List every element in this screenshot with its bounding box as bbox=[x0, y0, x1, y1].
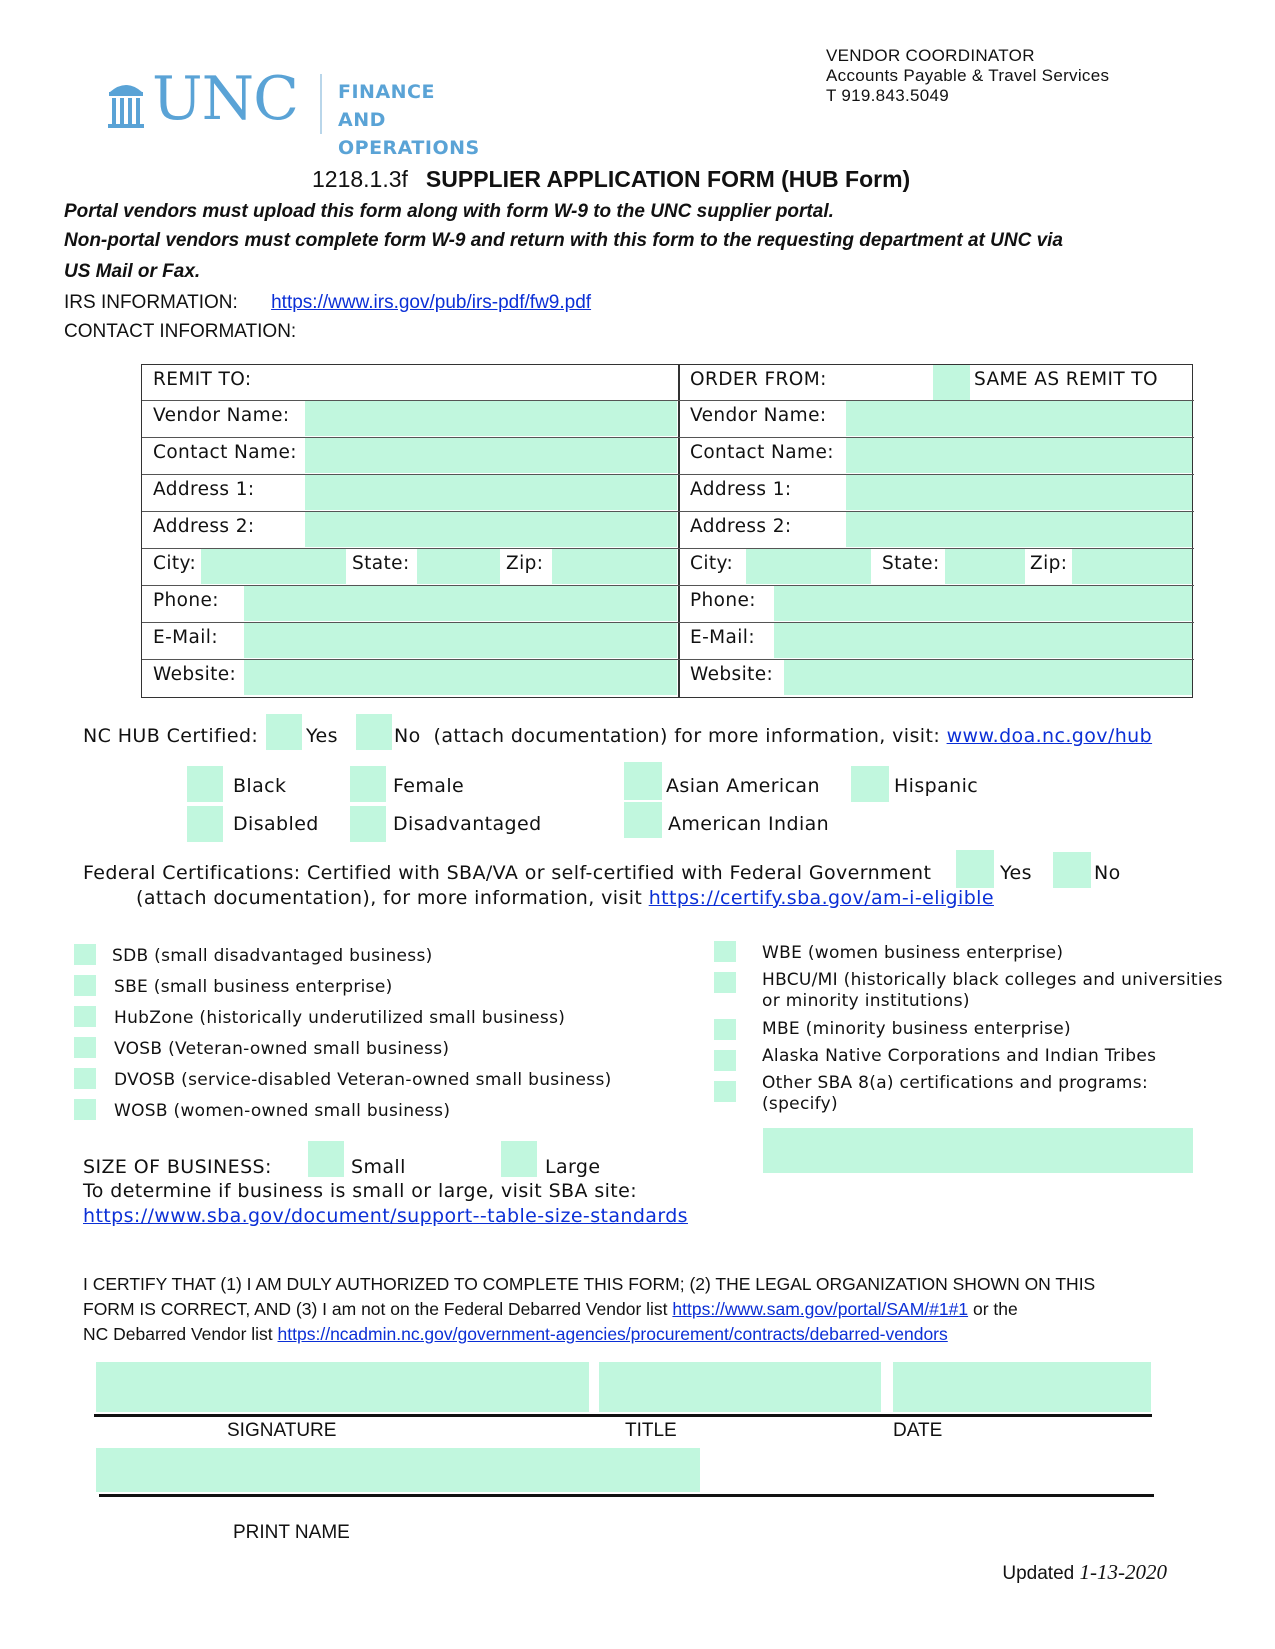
female-label: Female bbox=[393, 775, 465, 797]
updated-note bbox=[1002, 1560, 1167, 1585]
logo-wordmark: UNC bbox=[152, 64, 298, 134]
print-name-label: PRINT NAME bbox=[233, 1522, 350, 1543]
order-from-header: ORDER FROM: bbox=[690, 369, 827, 390]
order-city-field[interactable] bbox=[746, 549, 871, 584]
federal-cert-line1: Federal Certifications: Certified with SBA/VA or self-certified with Federal Government bbox=[83, 862, 932, 884]
table-divider bbox=[678, 365, 680, 697]
wosb-label: WOSB (women-owned small business) bbox=[114, 1101, 451, 1121]
federal-no-checkbox[interactable] bbox=[1053, 852, 1091, 888]
asian-american-checkbox[interactable] bbox=[624, 762, 662, 800]
contact-info-label: CONTACT INFORMATION: bbox=[64, 321, 297, 342]
federal-sba-link[interactable]: https://certify.sba.gov/am-i-eligible bbox=[648, 887, 994, 909]
hbcu-label-line2: or minority institutions) bbox=[762, 991, 970, 1011]
vendor-coordinator-block bbox=[826, 46, 1109, 106]
disabled-label: Disabled bbox=[233, 813, 319, 835]
sba-8a-label-line2: (specify) bbox=[762, 1094, 838, 1114]
order-city-label: City: bbox=[690, 553, 734, 574]
order-address2-field[interactable] bbox=[846, 512, 1192, 547]
wbe-label: WBE (women business enterprise) bbox=[762, 943, 1064, 963]
remit-address2-label: Address 2: bbox=[153, 516, 255, 537]
federal-yes-checkbox[interactable] bbox=[956, 850, 994, 888]
hub-no-label: No bbox=[394, 725, 421, 747]
disadvantaged-label: Disadvantaged bbox=[393, 813, 542, 835]
certify-text-2b: or the bbox=[972, 1299, 1018, 1319]
order-contact-name-label: Contact Name: bbox=[690, 442, 834, 463]
remit-email-field[interactable] bbox=[244, 623, 677, 658]
remit-city-label: City: bbox=[153, 553, 197, 574]
sdb-checkbox[interactable] bbox=[74, 944, 96, 965]
date-label: DATE bbox=[893, 1420, 943, 1441]
instruction-nonportal-2: US Mail or Fax. bbox=[64, 261, 201, 282]
size-large-label: Large bbox=[545, 1156, 601, 1178]
remit-to-header: REMIT TO: bbox=[153, 369, 252, 390]
order-address2-label: Address 2: bbox=[690, 516, 792, 537]
certify-text-3a: NC Debarred Vendor list bbox=[83, 1324, 273, 1344]
hub-link[interactable]: www.doa.nc.gov/hub bbox=[946, 725, 1153, 747]
form-number: 1218.1.3f bbox=[312, 166, 408, 192]
order-zip-label: Zip: bbox=[1030, 553, 1068, 574]
wbe-checkbox[interactable] bbox=[714, 941, 736, 962]
remit-city-field[interactable] bbox=[201, 549, 346, 584]
logo-divider bbox=[320, 74, 322, 134]
remit-website-label: Website: bbox=[153, 664, 237, 685]
same-as-remit-label: SAME AS REMIT TO bbox=[974, 369, 1158, 390]
print-name-line bbox=[99, 1494, 1154, 1497]
form-title-text: SUPPLIER APPLICATION FORM (HUB Form) bbox=[425, 166, 911, 192]
remit-address1-label: Address 1: bbox=[153, 479, 255, 500]
size-standards-link[interactable]: https://www.sba.gov/document/support--table-size-standards bbox=[83, 1205, 688, 1227]
black-label: Black bbox=[233, 775, 287, 797]
coordinator-dept: Accounts Payable & Travel Services bbox=[826, 66, 1110, 85]
certify-text-2a: FORM IS CORRECT, AND (3) I am not on the Federal Debarred Vendor list bbox=[83, 1299, 668, 1319]
hub-yes-label: Yes bbox=[306, 725, 338, 747]
form-title bbox=[312, 166, 910, 193]
size-large-checkbox[interactable] bbox=[501, 1141, 537, 1177]
american-indian-checkbox[interactable] bbox=[624, 802, 662, 838]
remit-state-label: State: bbox=[352, 553, 410, 574]
irs-label: IRS INFORMATION: bbox=[64, 292, 238, 313]
signature-field[interactable] bbox=[96, 1362, 589, 1412]
remit-vendor-name-field[interactable] bbox=[305, 401, 677, 436]
mbe-label: MBE (minority business enterprise) bbox=[762, 1019, 1071, 1039]
sba-8a-checkbox[interactable] bbox=[714, 1081, 736, 1102]
title-field[interactable] bbox=[599, 1362, 881, 1412]
remit-zip-label: Zip: bbox=[506, 553, 544, 574]
hubzone-checkbox[interactable] bbox=[74, 1006, 96, 1027]
irs-w9-link[interactable]: https://www.irs.gov/pub/irs-pdf/fw9.pdf bbox=[271, 292, 592, 313]
hubzone-label: HubZone (historically underutilized small business) bbox=[114, 1008, 566, 1028]
disadvantaged-checkbox[interactable] bbox=[350, 806, 386, 842]
remit-contact-name-field[interactable] bbox=[305, 438, 677, 473]
certify-line1: I CERTIFY THAT (1) I AM DULY AUTHORIZED TO COMPLETE THIS FORM; (2) THE LEGAL ORGANIZATION SHOWN ON THIS bbox=[83, 1274, 1096, 1294]
instruction-nonportal-1: Non-portal vendors must complete form W-9 and return with this form to the requesting department at UNC via bbox=[64, 230, 1063, 251]
sdb-label: SDB (small disadvantaged business) bbox=[112, 946, 433, 966]
federal-yes-label: Yes bbox=[1000, 862, 1032, 884]
updated-label: Updated bbox=[1002, 1563, 1075, 1584]
hbcu-label-line1: HBCU/MI (historically black colleges and universities bbox=[762, 970, 1223, 990]
remit-address1-field[interactable] bbox=[305, 475, 677, 510]
hub-no-checkbox[interactable] bbox=[356, 714, 392, 750]
order-address1-label: Address 1: bbox=[690, 479, 792, 500]
order-email-field[interactable] bbox=[774, 623, 1192, 658]
coordinator-title: VENDOR COORDINATOR bbox=[826, 46, 1035, 65]
instruction-portal: Portal vendors must upload this form along with form W-9 to the UNC supplier portal. bbox=[64, 201, 834, 222]
irs-info-row bbox=[64, 292, 591, 314]
federal-cert-line2 bbox=[136, 887, 994, 909]
female-checkbox[interactable] bbox=[350, 766, 386, 802]
certify-line2 bbox=[83, 1299, 1018, 1320]
remit-address2-field[interactable] bbox=[305, 512, 677, 547]
order-state-field[interactable] bbox=[945, 549, 1025, 584]
alaska-native-checkbox[interactable] bbox=[714, 1050, 736, 1071]
date-field[interactable] bbox=[893, 1362, 1151, 1412]
order-website-field[interactable] bbox=[784, 660, 1192, 695]
order-vendor-name-label: Vendor Name: bbox=[690, 405, 827, 426]
signature-label: SIGNATURE bbox=[227, 1420, 337, 1441]
order-phone-field[interactable] bbox=[774, 586, 1192, 621]
size-small-checkbox[interactable] bbox=[308, 1141, 344, 1177]
sbe-label: SBE (small business enterprise) bbox=[114, 977, 393, 997]
vosb-label: VOSB (Veteran-owned small business) bbox=[114, 1039, 450, 1059]
logo-department bbox=[338, 78, 480, 162]
order-email-label: E-Mail: bbox=[690, 627, 755, 648]
wosb-checkbox[interactable] bbox=[74, 1099, 96, 1120]
american-indian-label: American Indian bbox=[668, 813, 830, 835]
sbe-checkbox[interactable] bbox=[74, 975, 96, 996]
remit-website-field[interactable] bbox=[244, 660, 677, 695]
updated-date: 1-13-2020 bbox=[1079, 1560, 1167, 1584]
size-small-label: Small bbox=[351, 1156, 406, 1178]
signature-line bbox=[94, 1414, 1152, 1417]
mbe-checkbox[interactable] bbox=[714, 1019, 736, 1040]
order-contact-name-field[interactable] bbox=[846, 438, 1192, 473]
remit-phone-field[interactable] bbox=[244, 586, 677, 621]
same-as-remit-checkbox[interactable] bbox=[933, 365, 970, 400]
remit-zip-field[interactable] bbox=[552, 549, 677, 584]
order-website-label: Website: bbox=[690, 664, 774, 685]
sam-debarred-link[interactable]: https://www.sam.gov/portal/SAM/#1#1 bbox=[672, 1299, 969, 1319]
black-checkbox[interactable] bbox=[187, 766, 223, 802]
remit-email-label: E-Mail: bbox=[153, 627, 218, 648]
dvosb-label: DVOSB (service-disabled Veteran-owned small business) bbox=[114, 1070, 612, 1090]
vosb-checkbox[interactable] bbox=[74, 1037, 96, 1058]
asian-american-label: Asian American bbox=[666, 775, 820, 797]
remit-state-field[interactable] bbox=[417, 549, 500, 584]
size-label: SIZE OF BUSINESS: bbox=[83, 1156, 272, 1178]
remit-contact-name-label: Contact Name: bbox=[153, 442, 297, 463]
disabled-checkbox[interactable] bbox=[187, 806, 223, 842]
dept-line2: OPERATIONS bbox=[338, 137, 480, 159]
order-address1-field[interactable] bbox=[846, 475, 1192, 510]
sba-8a-specify-field[interactable] bbox=[763, 1128, 1193, 1173]
nc-debarred-link[interactable]: https://ncadmin.nc.gov/government-agencies/procurement/contracts/debarred-vendors bbox=[277, 1324, 948, 1344]
remit-phone-label: Phone: bbox=[153, 590, 219, 611]
order-state-label: State: bbox=[882, 553, 940, 574]
alaska-native-label: Alaska Native Corporations and Indian Tribes bbox=[762, 1046, 1157, 1066]
dept-line1: FINANCE AND bbox=[338, 81, 435, 131]
coordinator-phone: T 919.843.5049 bbox=[826, 86, 949, 105]
order-zip-field[interactable] bbox=[1072, 549, 1192, 584]
hispanic-checkbox[interactable] bbox=[851, 766, 889, 802]
order-vendor-name-field[interactable] bbox=[846, 401, 1192, 436]
dvosb-checkbox[interactable] bbox=[74, 1068, 96, 1089]
remit-vendor-name-label: Vendor Name: bbox=[153, 405, 290, 426]
hub-info-text: (attach documentation) for more information, visit: bbox=[433, 725, 941, 747]
order-phone-label: Phone: bbox=[690, 590, 756, 611]
hub-yes-checkbox[interactable] bbox=[266, 714, 302, 750]
contact-table bbox=[141, 364, 1193, 698]
federal-no-label: No bbox=[1094, 862, 1121, 884]
hispanic-label: Hispanic bbox=[894, 775, 979, 797]
certify-line3 bbox=[83, 1324, 948, 1345]
old-well-icon bbox=[106, 78, 146, 130]
sba-8a-label-line1: Other SBA 8(a) certifications and programs: bbox=[762, 1073, 1148, 1093]
hub-certified-label: NC HUB Certified: bbox=[83, 725, 259, 747]
federal-info-text: (attach documentation), for more information, visit bbox=[136, 887, 643, 909]
size-info: To determine if business is small or large, visit SBA site: bbox=[83, 1180, 638, 1202]
print-name-field[interactable] bbox=[96, 1448, 700, 1492]
hbcu-checkbox[interactable] bbox=[714, 972, 736, 993]
title-label: TITLE bbox=[625, 1420, 677, 1441]
hub-info bbox=[394, 725, 1152, 747]
